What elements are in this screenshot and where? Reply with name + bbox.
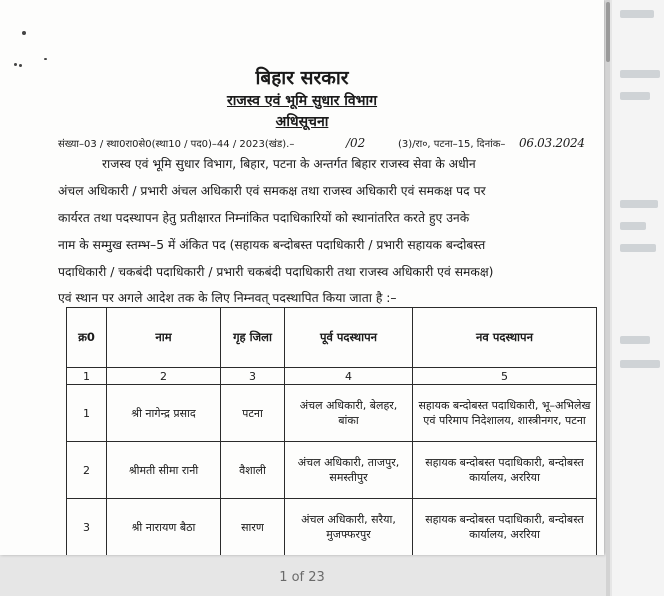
blurred-text <box>620 222 646 230</box>
column-number: 3 <box>221 368 285 385</box>
blurred-text <box>620 92 650 100</box>
column-number: 1 <box>67 368 107 385</box>
scan-speck <box>44 58 47 60</box>
header-previous-posting: पूर्व पदस्थापन <box>285 308 413 368</box>
blurred-text <box>620 244 656 252</box>
page-indicator: 1 of 23 <box>279 570 325 585</box>
reference-number: संख्या–03 / स्था0रा0से0(स्था10 / पद0)–44 / 2023(खंड).– <box>58 139 295 150</box>
paragraph-line: राजस्व एवं भूमि सुधार विभाग, बिहार, पटना के अन्तर्गत बिहार राजस्व सेवा के अधीन <box>102 157 476 171</box>
cell-new-posting: सहायक बन्दोबस्त पदाधिकारी, बन्दोबस्त कार्यालय, अररिया <box>413 499 597 556</box>
paragraph-line: पदाधिकारी / चकबंदी पदाधिकारी / प्रभारी चकबंदी पदाधिकारी तथा राजस्व अधिकारी एवं समकक्ष) <box>58 265 494 279</box>
handwritten-number: /02 <box>346 136 366 150</box>
paragraph-line: एवं स्थान पर अगले आदेश तक के लिए निम्नवत् पदस्थापित किया जाता है :– <box>58 291 397 305</box>
cell-home-district: सारण <box>221 499 285 556</box>
department-name: राजस्व एवं भूमि सुधार विभाग <box>226 93 378 109</box>
paragraph-line: अंचल अधिकारी / प्रभारी अंचल अधिकारी एवं समकक्ष तथा राजस्व अधिकारी एवं समकक्ष पद पर <box>58 184 486 198</box>
blurred-text <box>620 10 654 18</box>
column-number: 5 <box>413 368 597 385</box>
reference-place: (3)/रा०, पटना–15, दिनांक– <box>398 139 506 150</box>
cell-previous-posting: अंचल अधिकारी, बेलहर, बांका <box>285 385 413 442</box>
paragraph-line: कार्यरत तथा पदस्थापन हेतु प्रतीक्षारत निम्नांकित पदाधिकारियों को स्थानांतरित करते हुए उनके <box>58 211 470 225</box>
scrollbar-thumb[interactable] <box>606 2 610 62</box>
blurred-text <box>620 336 650 344</box>
header-new-posting: नव पदस्थापन <box>413 308 597 368</box>
table-row <box>67 385 597 442</box>
cell-home-district: पटना <box>221 385 285 442</box>
cell-name: श्रीमती सीमा रानी <box>107 442 221 499</box>
paragraph-line: नाम के सम्मुख स्तम्भ–5 में अंकित पद (सहायक बन्दोबस्त पदाधिकारी / प्रभारी सहायक बन्दोबस्त <box>58 238 486 252</box>
scan-speck <box>22 31 26 35</box>
header-home-district: गृह जिला <box>221 308 285 368</box>
blurred-text <box>620 70 660 78</box>
cell-name: श्री नारायण बैठा <box>107 499 221 556</box>
header-serial: क्र0 <box>67 308 107 368</box>
blurred-text <box>620 360 660 368</box>
background-window-edge <box>612 0 664 596</box>
cell-serial: 1 <box>67 385 107 442</box>
column-number: 4 <box>285 368 413 385</box>
cell-name: श्री नागेन्द्र प्रसाद <box>107 385 221 442</box>
table-row <box>67 442 597 499</box>
government-title: बिहार सरकार <box>255 67 349 89</box>
transfer-table <box>66 307 597 555</box>
blurred-text <box>620 200 658 208</box>
cell-serial: 2 <box>67 442 107 499</box>
notification-heading: अधिसूचना <box>275 114 329 130</box>
cell-new-posting: सहायक बन्दोबस्त पदाधिकारी, भू–अभिलेख एवं परिमाप निदेशालय, शास्त्रीनगर, पटना <box>413 385 597 442</box>
table-row <box>67 499 597 556</box>
cell-previous-posting: अंचल अधिकारी, ताजपुर, समस्तीपुर <box>285 442 413 499</box>
column-number-row <box>67 368 597 385</box>
cell-home-district: वैशाली <box>221 442 285 499</box>
handwritten-date: 06.03.2024 <box>519 136 585 150</box>
cell-serial: 3 <box>67 499 107 556</box>
cell-new-posting: सहायक बन्दोबस्त पदाधिकारी, बन्दोबस्त कार्यालय, अररिया <box>413 442 597 499</box>
header-name: नाम <box>107 308 221 368</box>
cell-previous-posting: अंचल अधिकारी, सरैया, मुजफ्फरपुर <box>285 499 413 556</box>
column-number: 2 <box>107 368 221 385</box>
vertical-scrollbar[interactable] <box>606 0 610 596</box>
table-header-row <box>67 308 597 368</box>
